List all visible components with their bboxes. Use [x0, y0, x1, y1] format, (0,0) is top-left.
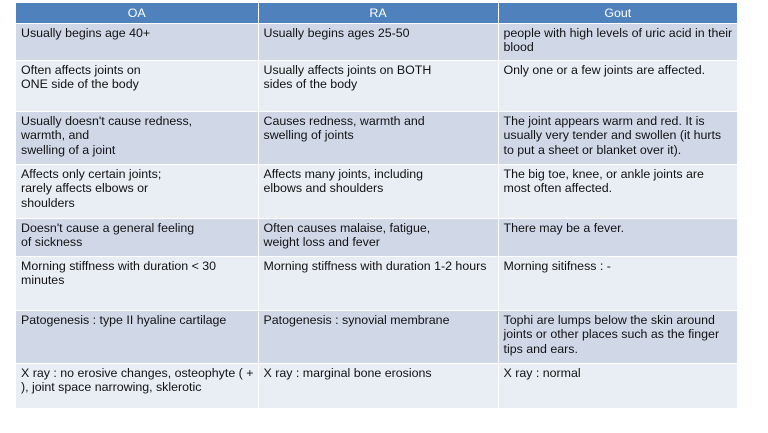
table-row	[16, 24, 737, 61]
cell-oa: Usually begins age 40+	[16, 24, 258, 61]
cell-gout: Tophi are lumps below the skin around joints or other places such as the finger tips and ears.	[498, 311, 737, 364]
cell-ra: Often causes malaise, fatigue, weight loss and fever	[258, 219, 498, 257]
cell-oa: Affects only certain joints; rarely affects elbows or shoulders	[16, 165, 258, 219]
table-row	[16, 219, 737, 257]
header-row	[16, 3, 737, 24]
cell-ra: Affects many joints, including elbows and shoulders	[258, 165, 498, 219]
cell-oa: Usually doesn't cause redness, warmth, and swelling of a joint	[16, 112, 258, 165]
table-row	[16, 311, 737, 364]
cell-ra: X ray : marginal bone erosions	[258, 364, 498, 409]
cell-ra: Causes redness, warmth and swelling of joints	[258, 112, 498, 165]
cell-gout: Only one or a few joints are affected.	[498, 61, 737, 112]
cell-oa: Morning stiffness with duration < 30 minutes	[16, 257, 258, 311]
cell-ra: Patogenesis : synovial membrane	[258, 311, 498, 364]
table-row	[16, 364, 737, 409]
cell-oa: Patogenesis : type II hyaline cartilage	[16, 311, 258, 364]
table-row	[16, 257, 737, 311]
cell-gout: There may be a fever.	[498, 219, 737, 257]
cell-gout: people with high levels of uric acid in their blood	[498, 24, 737, 61]
cell-ra: Usually affects joints on BOTH sides of the body	[258, 61, 498, 112]
table-row	[16, 165, 737, 219]
cell-gout: The joint appears warm and red. It is usually very tender and swollen (it hurts to put a sheet or blanket over it).	[498, 112, 737, 165]
cell-ra: Morning stiffness with duration 1-2 hours	[258, 257, 498, 311]
header-oa: OA	[16, 3, 258, 24]
cell-oa: Doesn't cause a general feeling of sickness	[16, 219, 258, 257]
cell-ra: Usually begins ages 25-50	[258, 24, 498, 61]
header-gout: Gout	[498, 3, 737, 24]
cell-oa: Often affects joints on ONE side of the body	[16, 61, 258, 112]
header-ra: RA	[258, 3, 498, 24]
cell-gout: Morning sitifness : -	[498, 257, 737, 311]
comparison-table	[16, 3, 737, 409]
cell-oa: X ray : no erosive changes, osteophyte ( + ), joint space narrowing, sklerotic	[16, 364, 258, 409]
cell-gout: The big toe, knee, or ankle joints are most often affected.	[498, 165, 737, 219]
table-row	[16, 112, 737, 165]
cell-gout: X ray : normal	[498, 364, 737, 409]
table-row	[16, 61, 737, 112]
